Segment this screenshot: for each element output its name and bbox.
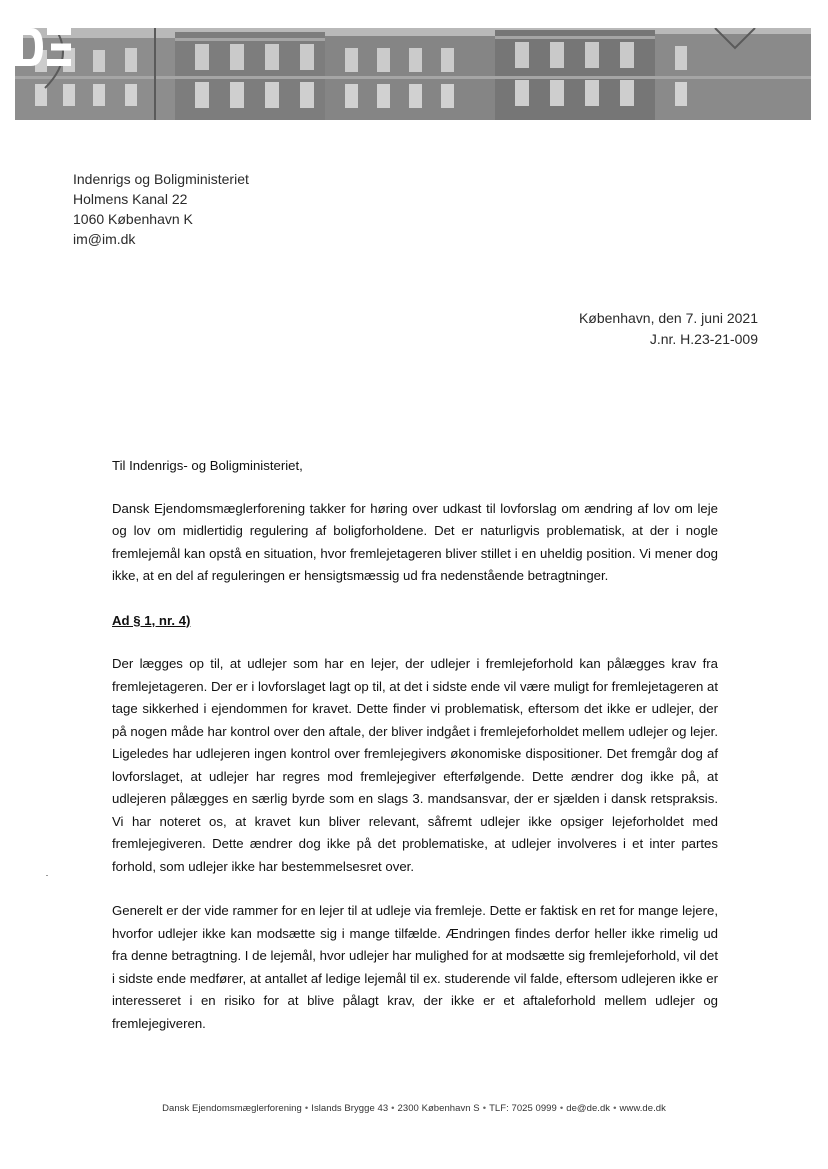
separator-dot-icon: • [304,1103,309,1114]
intro-paragraph: Dansk Ejendomsmæglerforening takker for høring over udkast til lovforslag om ændring af lov om leje og lov om midlertidig regulering af boligforholdene. Det er naturligvis problematisk, at der i nogle fremlejemål kan opstå en situation, hvor fremlejetageren bliver stillet i en uheldig position. Vi mener dog ikke, at en del af reguleringen er hensigtsmæssig ud fra nedenstående betragtninger. [112,500,718,583]
footer-org: Dansk Ejendomsmæglerforening [162,1103,302,1114]
separator-dot-icon: • [559,1103,564,1114]
footer-street: Islands Brygge 43 [311,1103,389,1114]
footer-website: www.de.dk [619,1103,666,1114]
footer-phone: TLF: 7025 0999 [489,1103,557,1114]
scan-speck [46,875,48,876]
separator-dot-icon: • [482,1103,487,1114]
header-banner [15,28,811,120]
section-heading: Ad § 1, nr. 4) [112,612,191,628]
journal-number: J.nr. H.23-21-009 [649,331,758,347]
footer-email: de@de.dk [566,1103,611,1114]
de-logo-icon [15,28,73,66]
recipient-email: im@im.dk [73,231,136,247]
salutation: Til Indenrigs- og Boligministeriet, [112,458,303,473]
letter-date: København, den 7. juni 2021 [578,310,758,326]
recipient-address [73,169,249,249]
dateline [579,308,758,350]
footer-city: 2300 København S [397,1103,480,1114]
page-footer [0,1103,828,1114]
separator-dot-icon: • [613,1103,617,1114]
separator-dot-icon: • [391,1103,395,1114]
body-paragraph-1: Der lægges op til, at udlejer som har en lejer, der udlejer i fremlejeforhold kan pålægges krav fra fremlejetageren. Der er i lovforslaget lagt op til, at det i sidste ende vil være muligt for fremlejetageren at tage sikkerhed i ejendommen for kravet. Dette finder vi problematisk, eftersom det ikke er udlejer, der på nogen måde har kontrol over den aftale, der bliver indgået i fremlejeforholdet mellem udlejer og lejer. Ligeledes har udlejeren ingen kontrol over fremlejegivers økonomiske dispositioner. Det fremgår dog af lovforslaget, at udlejer har regres mod fremlejegiver efterfølgende. Dette ændrer dog ikke på, at udlejeren pålægges en særlig byrde som en slags 3. mandsansvar, der er sjælden i dansk retspraksis. Vi har noteret os, at kravet kun bliver relevant, såfremt udlejer ikke opsiger lejeforholdet med fremlejegiveren. Dette ændrer dog ikke på det problematiske, at udlejer involveres i et inter partes forhold, som udlejer ikke har bestemmelsesret over. [112,656,718,874]
recipient-city: 1060 København K [73,211,193,227]
recipient-name: Indenrigs og Boligministeriet [73,171,249,187]
body-paragraph-2: Generelt er der vide rammer for en lejer til at udleje via fremleje. Dette er faktisk en ret for mange lejere, hvorfor udlejer ikke kan modsætte sig i mange tilfælde. Ændringen findes derfor heller ikke rimelig ud fra denne betragtning. I de lejemål, hvor udlejer har mulighed for at modsætte sig fremlejeforhold, vil det i sidste ende medfører, at antallet af ledige lejemål til ex. studerende vil falde, eftersom udlejeren ikke er interesseret i en risiko for at blive pålagt krav, der ikke er et aftaleforhold mellem udlejer og fremlejegiveren. [112,903,718,1031]
letter-body [112,455,718,1057]
recipient-street: Holmens Kanal 22 [73,191,188,207]
building-facade-image [15,28,811,120]
